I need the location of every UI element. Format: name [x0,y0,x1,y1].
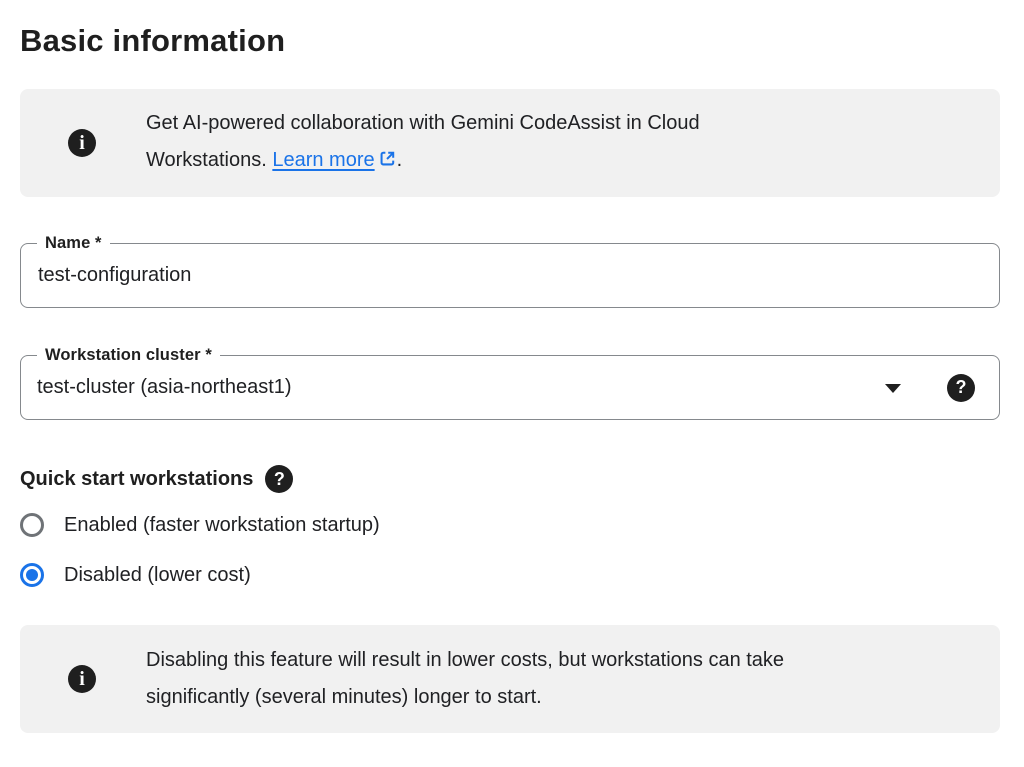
gemini-banner-text [146,105,700,181]
radio-disabled-label: Disabled (lower cost) [64,563,251,586]
banner-line-2: significantly (several minutes) longer to start. [146,686,542,708]
banner-line-1: Disabling this feature will result in lower costs, but workstations can take [146,649,785,671]
cluster-help-icon[interactable]: ? [947,374,975,402]
info-icon: i [68,665,96,693]
name-input[interactable] [22,245,998,306]
radio-enabled-icon[interactable] [20,513,44,537]
name-field [20,234,1000,308]
quick-start-section-label [20,465,1000,493]
cluster-selected-value: test-cluster (asia-northeast1) [37,376,292,398]
warning-banner-text [146,642,784,716]
cluster-field-label: Workstation cluster * [37,344,220,366]
radio-disabled-icon[interactable] [20,563,44,587]
radio-option-disabled[interactable] [20,562,1000,588]
info-icon: i [68,129,96,157]
banner-line-2-suffix: . [396,149,403,171]
radio-enabled-label: Enabled (faster workstation startup) [64,513,380,536]
gemini-info-banner [20,89,1000,197]
workstation-cluster-select[interactable] [20,346,1000,420]
banner-line-1: Get AI-powered collaboration with Gemini CodeAssist in Cloud [146,112,700,134]
disable-warning-banner [20,625,1000,733]
radio-option-enabled[interactable] [20,512,1000,538]
basic-information-section [0,22,1024,733]
page-title: Basic information [20,23,286,58]
quick-start-help-icon[interactable]: ? [265,465,293,493]
external-link-icon [378,144,397,181]
quick-start-label: Quick start workstations [20,467,254,490]
dropdown-caret-icon [885,384,901,393]
banner-line-2-prefix: Workstations. [146,149,267,171]
learn-more-link[interactable]: Learn more [272,149,396,171]
name-field-label: Name * [37,232,110,254]
